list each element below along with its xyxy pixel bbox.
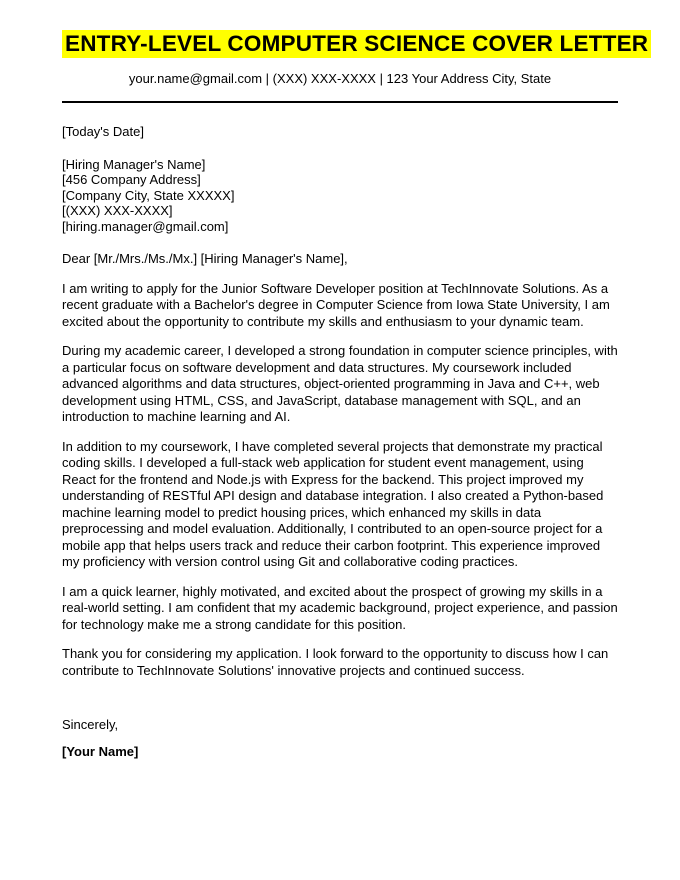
letter-body bbox=[62, 124, 618, 760]
recipient-name: [Hiring Manager's Name] bbox=[62, 156, 206, 172]
recipient-city-state: [Company City, State XXXXX] bbox=[62, 187, 235, 203]
paragraph-thanks: Thank you for considering my application. I look forward to the opportunity to discuss how I can contribute to TechInnovate Solutions' innovative projects and continued success. bbox=[62, 646, 609, 678]
salutation: Dear [Mr./Mrs./Ms./Mx.] [Hiring Manager's Name], bbox=[62, 251, 348, 266]
paragraph-academics: During my academic career, I developed a strong foundation in computer science principles, with a particular focus on software development and data structures. My coursework included advanced algorithms and data structures, object-oriented programming in Java and C++, web development using HTML, CSS, and JavaScript, database management with SQL, and an introduction to machine learning and AI. bbox=[62, 343, 618, 424]
recipient-email: [hiring.manager@gmail.com] bbox=[62, 218, 229, 234]
paragraph-projects: In addition to my coursework, I have completed several projects that demonstrate my practical coding skills. I developed a full-stack web application for student event management, using React for the frontend and Node.js with Express for the backend. This project improved my understanding of RESTful API design and database integration. I also created a Python-based machine learning model to predict housing prices, which enhanced my skills in data preprocessing and model evaluation. Additionally, I contributed to an open-source project for a mobile app that helps users track and reduce their carbon footprint. This experience improved my proficiency with version control using Git and collaborative coding practices. bbox=[62, 438, 604, 569]
contact-info: your.name@gmail.com | (XXX) XXX-XXXX | 123 Your Address City, State bbox=[128, 71, 552, 86]
header-divider bbox=[62, 101, 618, 103]
closing: Sincerely, bbox=[62, 717, 119, 732]
letter-content bbox=[62, 30, 649, 760]
title-wrap bbox=[62, 30, 649, 58]
recipient-address: [456 Company Address] bbox=[62, 172, 201, 187]
recipient-block bbox=[62, 157, 618, 235]
signature-placeholder: [Your Name] bbox=[62, 743, 139, 759]
paragraph-qualities: I am a quick learner, highly motivated, and excited about the prospect of growing my skills in a real-world setting. I am confident that my academic background, project experience, and passion for technology make me a strong candidate for this position. bbox=[62, 583, 618, 632]
page-title: ENTRY-LEVEL COMPUTER SCIENCE COVER LETTER bbox=[62, 30, 651, 58]
date-placeholder: [Today's Date] bbox=[62, 124, 144, 139]
paragraph-intro: I am writing to apply for the Junior Software Developer position at TechInnovate Solutions. As a recent graduate with a Bachelor's degree in Computer Science from Iowa State University, I am excited about the opportunity to contribute my skills and enthusiasm to your dynamic team. bbox=[62, 280, 610, 329]
recipient-phone: [(XXX) XXX-XXXX] bbox=[62, 203, 173, 218]
